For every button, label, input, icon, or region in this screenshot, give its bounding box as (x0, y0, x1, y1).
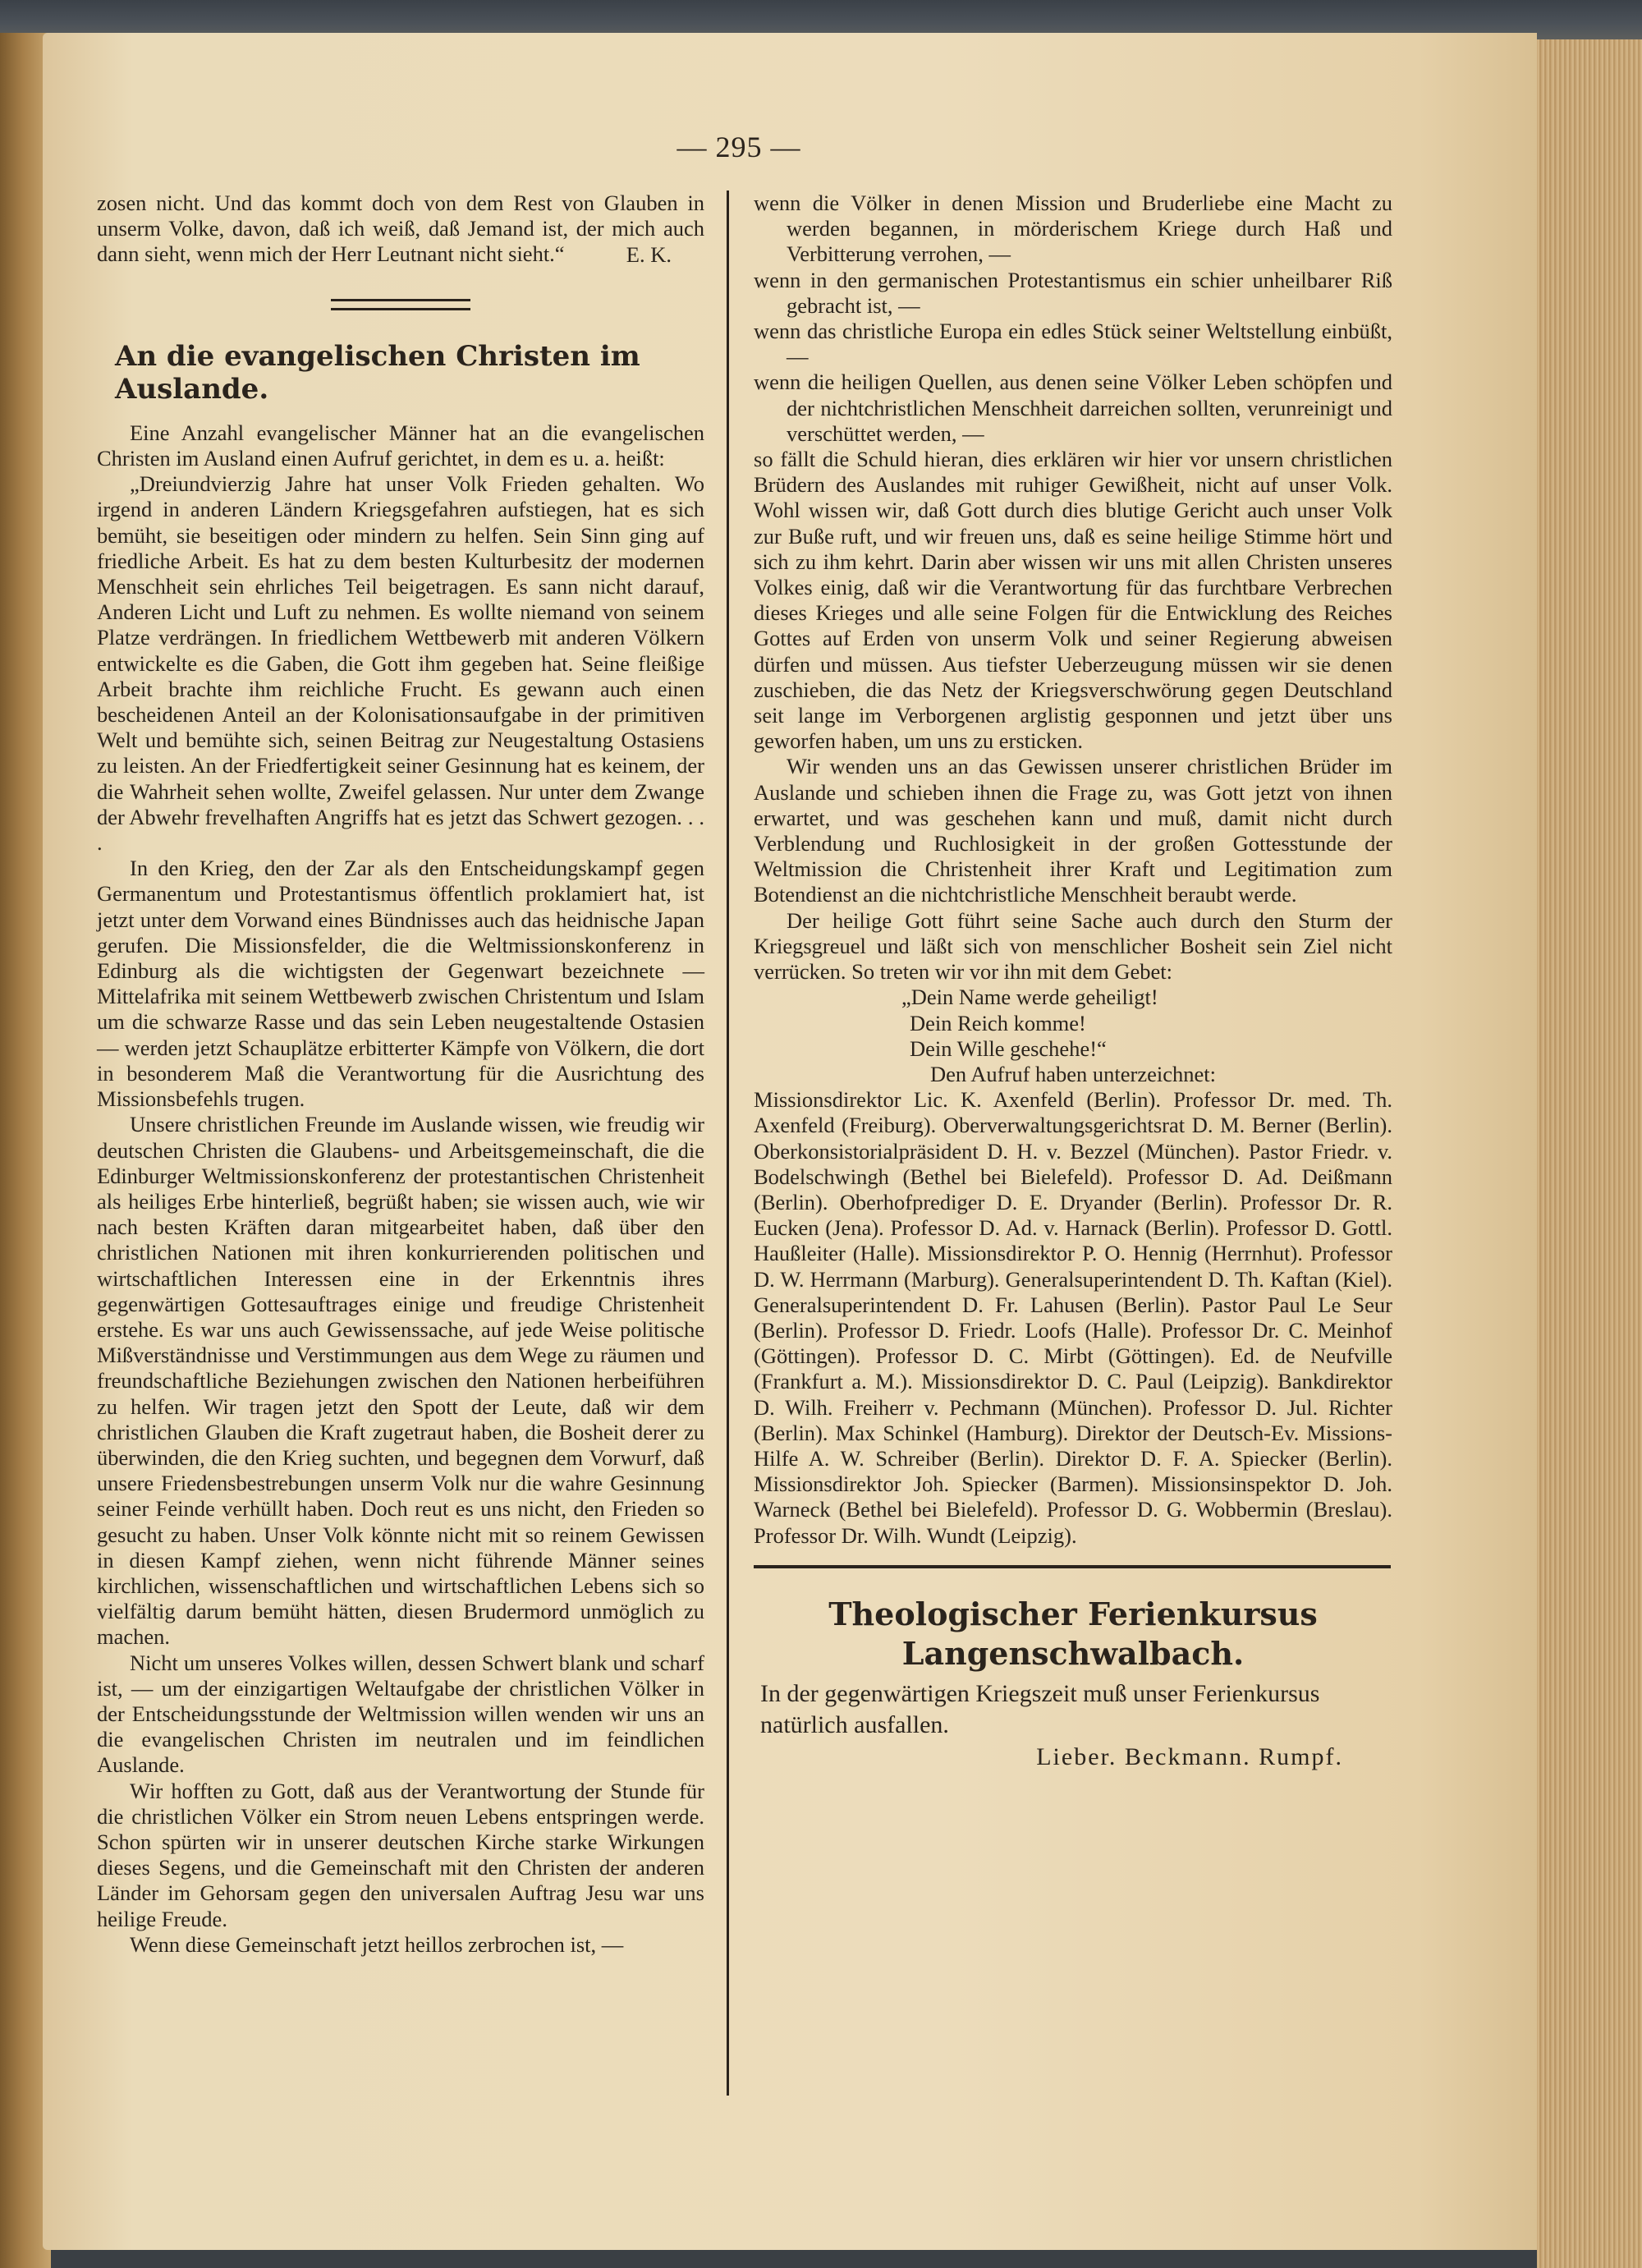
notice-rule (754, 1565, 1391, 1568)
opening-paragraph: zosen nicht. Und das kommt doch von dem Rest von Glauben in unserm Volke, davon, daß ich weiß, daß Jemand ist, der mich auch dann sieht, wenn mich der Herr Leutnant nicht sieht.“ (97, 191, 704, 267)
appeal-paragraph-3: Unsere christlichen Freunde im Auslande wissen, wie freudig wir deutschen Christen die Glaubens- und Arbeitsgemeinschaft, die die Edinburger Weltmissionskonferenz der protestantischen Christenheit als heiliges Erbe hinterließ, begrüßt haben; sie wissen auch, wie wir nach besten Kräften daran mitgearbeitet haben, daß über den christlichen Nationen mit ihren konkurrierenden politischen und wirtschaftlichen Interessen eine in der Erkenntnis ihres gegenwärtigen Gottesauftrages einige und freudige Christenheit erstehe. Es war uns auch Gewissenssache, auf jede Weise politische Mißverständnisse und Verstimmungen aus dem Wege zu räumen und freundschaftliche Beziehungen zwischen den Nationen herbeiführen zu helfen. Wir tragen jetzt den Spott der Leute, daß wir dem christlichen Glauben die Kraft zugetraut haben, die Bosheit derer zu überwinden, die den Krieg suchten, und begegnen dem Vorwurf, daß unsere Friedensbestrebungen unserm Volk nur die wahre Gesinnung seiner Feinde verhüllt haben. Doch reut es uns nicht, den Frieden so gesucht zu haben. Unser Volk könnte nicht mit so reinem Gewissen in diesen Kampf ziehen, wenn nicht führende Männer seines kirchlichen, wissenschaftlichen und wirtschaftlichen Lebens sich so vielfältig darum bemüht hätten, diesen Brudermord unmöglich zu machen. (97, 1112, 704, 1650)
appeal-paragraph-5: Wir hofften zu Gott, daß aus der Verantwortung der Stunde für die christlichen Völker ein Strom neuen Lebens entspringen werde. Schon spürten wir in unserer deutschen Kirche starke Wirkungen dieses Segens, und die Gemeinschaft mit den Christen der anderen Länder im Gehorsam gegen den universalen Auftrag Jesu war uns heilige Freude. (97, 1778, 704, 1931)
column-divider (727, 191, 729, 2096)
signers-title: Den Aufruf haben unterzeichnet: (929, 1061, 1217, 1086)
page-number: — 295 — (677, 131, 801, 163)
notice-text: In der gegenwärtigen Kriegszeit muß unser Ferienkursus natürlich ausfallen. (760, 1679, 1320, 1738)
signers-list: Missionsdirektor Lic. K. Axenfeld (Berlin). Professor Dr. med. Th. Axenfeld (Freiburg). Oberverwaltungsgerichtsrat D. M. Berner (Berlin). Oberkonsistorialpräsident D. H. v. Bezzel (München). Pastor Friedr. v. Bodelschwingh (Bethel bei Bielefeld). Professor D. Ad. Deißmann (Berlin). Oberhofprediger D. E. Dryander (Berlin). Professor Dr. R. Eucken (Jena). Professor D. Ad. v. Harnack (Berlin). Professor D. Gottl. Haußleiter (Halle). Missionsdirektor P. O. Hennig (Herrnhut). Professor D. W. Herrmann (Marburg). Generalsuperintendent D. Th. Kaftan (Kiel). Generalsuperintendent D. Fr. Lahusen (Berlin). Pastor Paul Le Seur (Berlin). Professor D. Friedr. Loofs (Halle). Professor Dr. C. Meinhof (Göttingen). Professor D. C. Mirbt (Göttingen). Ed. de Neufville (Frankfurt a. M.). Missionsdirektor D. C. Paul (Leipzig). Bankdirektor D. Wilh. Freiherr v. Pechmann (München). Professor D. Jul. Richter (Berlin). Max Schinkel (Hamburg). Direktor der Deutsch-Ev. Missions-Hilfe A. W. Schreiber (Berlin). Direktor D. F. A. Spiecker (Berlin). Missionsdirektor Joh. Spiecker (Barmen). Missionsinspektor D. Joh. Warneck (Bethel bei Bielefeld). Professor D. G. Wobbermin (Breslau). Professor Dr. Wilh. Wundt (Leipzig). (754, 1087, 1392, 1548)
condition-line-4: wenn die heiligen Quellen, aus denen seine Völker Leben schöpfen und der nichtchristlichen Menschheit darreichen sollten, verunreinigt und verschüttet werden, — (754, 370, 1392, 446)
prayer-line-1: „Dein Name werde geheiligt! (901, 985, 1158, 1010)
faith-paragraph: Der heilige Gott führt seine Sache auch durch den Sturm der Kriegsgreuel und läßt sich von menschlicher Bosheit sein Ziel nicht verrücken. So treten wir vor ihn mit dem Gebet: (754, 907, 1392, 985)
prayer-line-2: Dein Reich komme! (910, 1010, 1086, 1035)
appeal-paragraph-4: Nicht um unseres Volkes willen, dessen Schwert blank und scharf ist, — um der einzigartigen Weltaufgabe der christlichen Völker in der Entscheidungsstunde der Weltmission willen wenden wir uns an die evangelischen Christen im neutralen und im feindlichen Auslande. (97, 1650, 704, 1778)
section-separator (331, 299, 470, 310)
condition-line-3: wenn das christliche Europa ein edles Stück seiner Weltstellung einbüßt, — (754, 319, 1392, 370)
condition-line-2: wenn in den germanischen Protestantismus ein schier unheilbarer Riß gebracht ist, — (754, 267, 1392, 318)
left-column (97, 191, 704, 1958)
condition-line-1: wenn die Völker in denen Mission und Bruderliebe eine Macht zu werden begannen, in mörderischem Kriege durch Haß und Verbitterung verrohen, — (754, 191, 1392, 267)
notice-signature: Lieber. Beckmann. Rumpf. (1036, 1742, 1343, 1770)
page-edges (1537, 39, 1642, 2268)
appeal-paragraph-6: Wenn diese Gemeinschaft jetzt heillos zerbrochen ist, — (130, 1931, 624, 1957)
conclusion-paragraph: so fällt die Schuld hieran, dies erklären wir hier vor unsern christlichen Brüdern des Auslandes mit ruhiger Gewißheit, nicht auf unser Volk. Wohl wissen wir, daß Gott durch dies blutige Gericht auch unser Volk zur Buße ruft, und wir freuen uns, daß es seine heilige Stimme hört und sich zu ihm kehrt. Darin aber wissen wir uns mit allen Christen unseres Volkes einig, daß wir die Verantwortung für das furchtbare Verbrechen dieses Krieges und alle seine Folgen für die Entwicklung des Reiches Gottes auf Erden von unserm Volk und seiner Regierung abweisen dürfen und müssen. Aus tiefster Ueberzeugung müssen wir sie denen zuschieben, die das Netz der Kriegsverschwörung gegen Deutschland seit lange im Verborgenen arglistig gesponnen und jetzt über uns geworfen haben, um uns zu ersticken. (754, 447, 1392, 754)
article-title: An die evangelischen Christen im Auslande. (115, 339, 640, 406)
prayer-line-3: Dein Wille geschehe!“ (910, 1035, 1107, 1061)
appeal-paragraph: Wir wenden uns an das Gewissen unserer christlichen Brüder im Auslande und schieben ihnen die Frage zu, was Gott jetzt von ihnen erwartet, und was geschehen kann und muß, damit nicht durch Verblendung und Ruchlosigkeit in der großen Gottesstunde der Weltmission die Christenheit ihrer Kraft und Legitimation zum Botendienst an die nichtchristliche Menschheit beraubt werde. (754, 754, 1392, 907)
appeal-paragraph-2: In den Krieg, den der Zar als den Entscheidungskampf gegen Germanentum und Protestantismus öffentlich proklamiert hat, ist jetzt unter dem Vorwand eines Bündnisses auch das heidnische Japan gerufen. Die Missionsfelder, die die Weltmissionskonferenz in Edinburg als die wichtigsten der Gegenwart bezeichnete — Mittelafrika mit seinem Wettbewerb zwischen Christentum und Islam um die schwarze Rasse und das sein Leben neugestaltende Ostasien — werden jetzt Schauplätze erbitterter Kämpfe von Völkern, die dort in besonderem Maß die Verantwortung für die Ausrichtung des Missionsbefehls trugen. (97, 856, 704, 1112)
opening-signature: E. K. (626, 241, 672, 267)
right-column (754, 191, 1392, 1774)
intro-paragraph: Eine Anzahl evangelischer Männer hat an die evangelischen Christen im Ausland einen Aufruf gerichtet, in dem es u. a. heißt: (97, 420, 704, 471)
notice-title: Theologischer Ferienkursus Langenschwalbach. (828, 1595, 1318, 1672)
appeal-paragraph-1: „Dreiundvierzig Jahre hat unser Volk Frieden gehalten. Wo irgend in anderen Ländern Kriegsgefahren aufstiegen, hat es sich bemüht, sie beseitigen oder mindern zu helfen. Sein Sinn ging auf friedliche Arbeit. Es hat zu dem besten Kulturbesitz der modernen Menschheit sein ehrliches Teil beigetragen. Es sann nicht darauf, Anderen Licht und Luft zu nehmen. Es wollte niemand von seinem Platze verdrängen. In friedlichem Wettbewerb mit anderen Völkern entwickelte es die Gaben, die Gott ihm gegeben hat. Seine fleißige Arbeit brachte ihm reichliche Frucht. Es gewann auch einen bescheidenen Anteil an der Kolonisationsaufgabe in der primitiven Welt und bemühte sich, seinen Beitrag zur Neugestaltung Ostasiens zu leisten. An der Friedfertigkeit seiner Gesinnung hat es keinem, der die Wahrheit sehen wollte, Zweifel gelassen. Nur unter dem Zwange der Abwehr frevelhaften Angriffs hat es jetzt das Schwert gezogen. . . . (97, 471, 704, 856)
